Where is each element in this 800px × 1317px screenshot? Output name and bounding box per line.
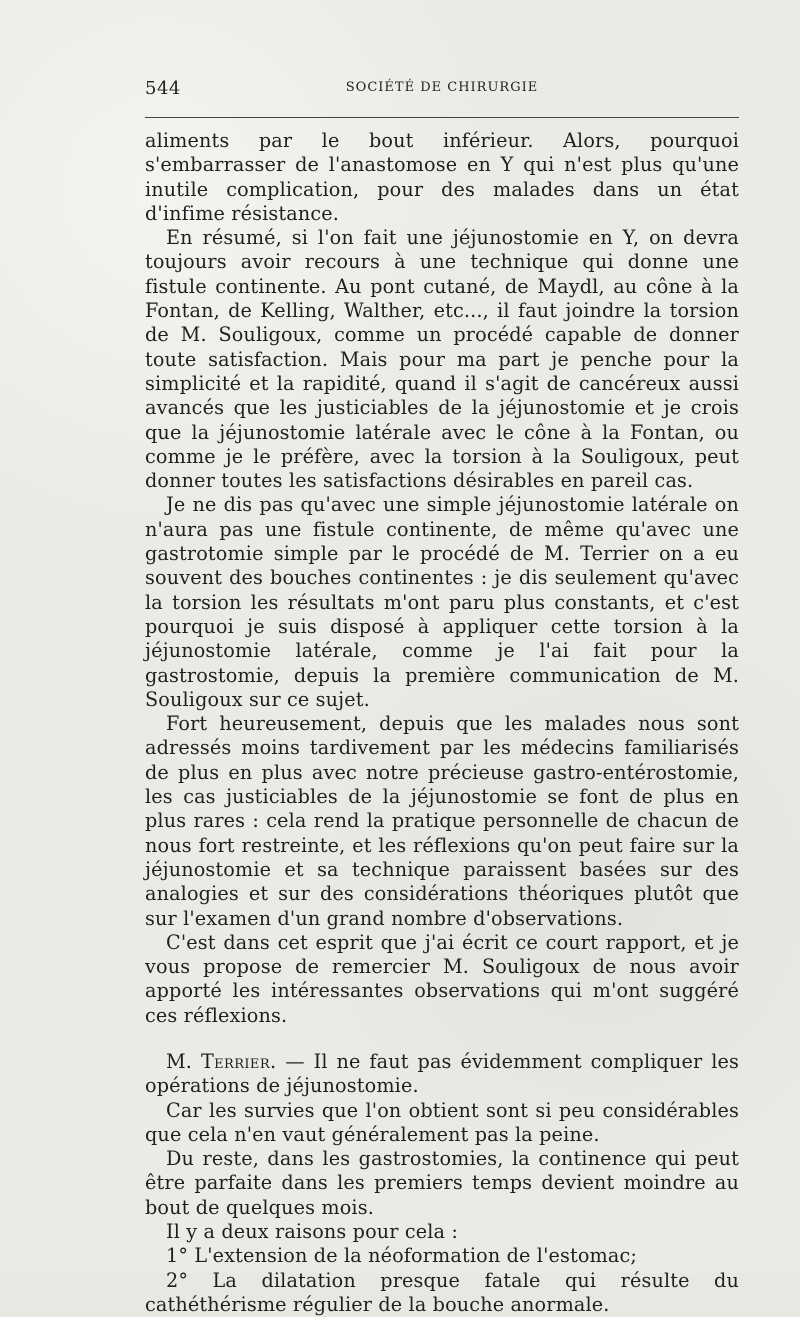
- section-spacer: [145, 1028, 739, 1050]
- speaker-prefix: M.: [166, 1049, 201, 1073]
- header-divider: [145, 117, 739, 118]
- paragraph-4: Fort heureusement, depuis que les malades nous sont adressés moins tardivement par les médecins familiarisés de plus en plus avec notre précieuse gastro-entérostomie, les cas justiciables de la jéjunostomie se font de plus en plus rares : cela rend la pratique personnelle de chacun de nous fort restreinte, et les réflexions qu'on peut faire sur la jéjunostomie et sa technique paraissent basées sur des analogies et sur des considérations théoriques plutôt que sur l'examen d'un grand nombre d'observations.: [145, 712, 739, 930]
- reason-2: 2° La dilatation presque fatale qui résulte du cathéthérisme régulier de la bouche anormale.: [145, 1268, 739, 1316]
- speaker-name: Terrier.: [200, 1049, 277, 1073]
- paragraph-8: Du reste, dans les gastrostomies, la continence qui peut être parfaite dans les premiers temps devient moindre au bout de quelques mois.: [145, 1147, 739, 1219]
- paragraph-3: Je ne dis pas qu'avec une simple jéjunostomie latérale on n'aura pas une fistule continente, de même qu'avec une gastrotomie simple par le procédé de M. Terrier on a eu souvent des bouches continentes : je dis seulement qu'avec la torsion les résultats m'ont paru plus constants, et c'est pourquoi je suis disposé à appliquer cette torsion à la jéjunostomie latérale, comme je l'ai fait pour la gastrostomie, depuis la première communication de M. Souligoux sur ce sujet.: [145, 493, 739, 711]
- running-header: [145, 78, 739, 102]
- paragraph-1: aliments par le bout inférieur. Alors, pourquoi s'embarrasser de l'anastomose en Y qui n'est plus qu'une inutile complication, pour des malades dans un état d'infime résistance.: [145, 129, 739, 225]
- journal-title: SOCIÉTÉ DE CHIRURGIE: [345, 80, 539, 95]
- paragraph-9: Il y a deux raisons pour cela :: [166, 1220, 459, 1244]
- body-text: [145, 129, 739, 1317]
- speaker-remark: — Il ne faut pas évidemment compliquer les opérations de jéjunostomie.: [145, 1049, 739, 1098]
- terrier-remark: [145, 1050, 739, 1099]
- paragraph-7: Car les survies que l'on obtient sont si peu considérables que cela n'en vaut généralement pas la peine.: [145, 1098, 739, 1146]
- paragraph-5: C'est dans cet esprit que j'ai écrit ce court rapport, et je vous propose de remercier M. Souligoux de nous avoir apporté les intéressantes observations qui m'ont suggéré ces réflexions.: [145, 930, 739, 1027]
- page-number: 544: [145, 78, 181, 99]
- paragraph-2: En résumé, si l'on fait une jéjunostomie en Y, on devra toujours avoir recours à une technique qui donne une fistule continente. Au pont cutané, de Maydl, au cône à la Fontan, de Kelling, Walther, etc..., il faut joindre la torsion de M. Souligoux, comme un procédé capable de donner toute satisfaction. Mais pour ma part je penche pour la simplicité et la rapidité, quand il s'agit de cancéreux aussi avancés que les justiciables de la jéjunostomie et je crois que la jéjunostomie latérale avec le cône à la Fontan, ou comme je le préfère, avec la torsion à la Souligoux, peut donner toutes les satisfactions désirables en pareil cas.: [145, 226, 739, 493]
- reason-1: 1° L'extension de la néoformation de l'estomac;: [166, 1244, 638, 1268]
